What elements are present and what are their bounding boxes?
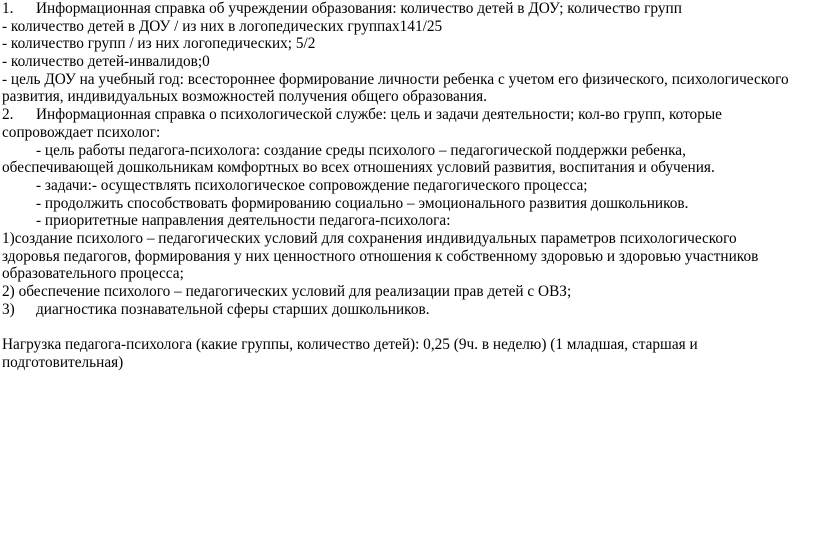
text-line-11: - задачи:- осуществлять психологическое сопровождение педагогического процесса; (36, 176, 588, 194)
text-line-1 (2, 0, 814, 18)
text-line-20: подготовительная) (2, 353, 124, 371)
text-line-13: - приоритетные направления деятельности педагога-психолога: (36, 212, 451, 230)
text-line-9: - цель работы педагога-психолога: создание среды психолого – педагогической поддержки ребенка, (36, 141, 686, 159)
text-line-12: - продолжить способствовать формированию социально – эмоционального развития дошкольников. (36, 194, 689, 212)
item-number-3: 3) (2, 300, 15, 318)
item-text-1: Информационная справка об учреждении образования: количество детей в ДОУ; количество групп (36, 0, 682, 17)
text-line-17: 2) обеспечение психолого – педагогических условий для реализации прав детей с ОВЗ; (2, 283, 572, 300)
text-line-6: развития, индивидуальных возможностей получения общего образования. (2, 88, 488, 106)
text-line-15: здоровья педагогов, формирования у них ценностного отношения к собственному здоровью и здоровью участников (2, 247, 759, 265)
text-line-4: - количество детей-инвалидов;0 (2, 53, 210, 71)
text-line-3: - количество групп / из них логопедических; 5/2 (2, 35, 316, 53)
text-line-2: - количество детей в ДОУ / из них в логопедических группах141/25 (2, 17, 443, 35)
document-body (2, 0, 814, 371)
blank-line (2, 318, 814, 336)
text-line-16: образовательного процесса; (2, 265, 184, 283)
text-line-8: сопровождает психолог: (2, 123, 161, 141)
item-number-1: 1. (2, 0, 14, 17)
text-line-10: обеспечивающей дошкольникам комфортных во всех отношениях условий развития, воспитания и обучения. (2, 159, 715, 177)
text-line-7 (2, 106, 814, 124)
text-line-5: - цель ДОУ на учебный год: всестороннее формирование личности ребенка с учетом его физического, психологического (2, 70, 789, 88)
item-text-2: Информационная справка о психологической службе: цель и задачи деятельности; кол-во групп, которые (36, 106, 722, 124)
item-text-3: диагностика познавательной сферы старших дошкольников. (36, 300, 430, 318)
text-line-18 (2, 301, 814, 319)
item-number-2: 2. (2, 106, 14, 124)
text-line-14: 1)создание психолого – педагогических условий для сохранения индивидуальных параметров психологического (2, 229, 737, 247)
text-line-19: Нагрузка педагога-психолога (какие группы, количество детей): 0,25 (9ч. в неделю) (1 младшая, старшая и (2, 336, 698, 354)
